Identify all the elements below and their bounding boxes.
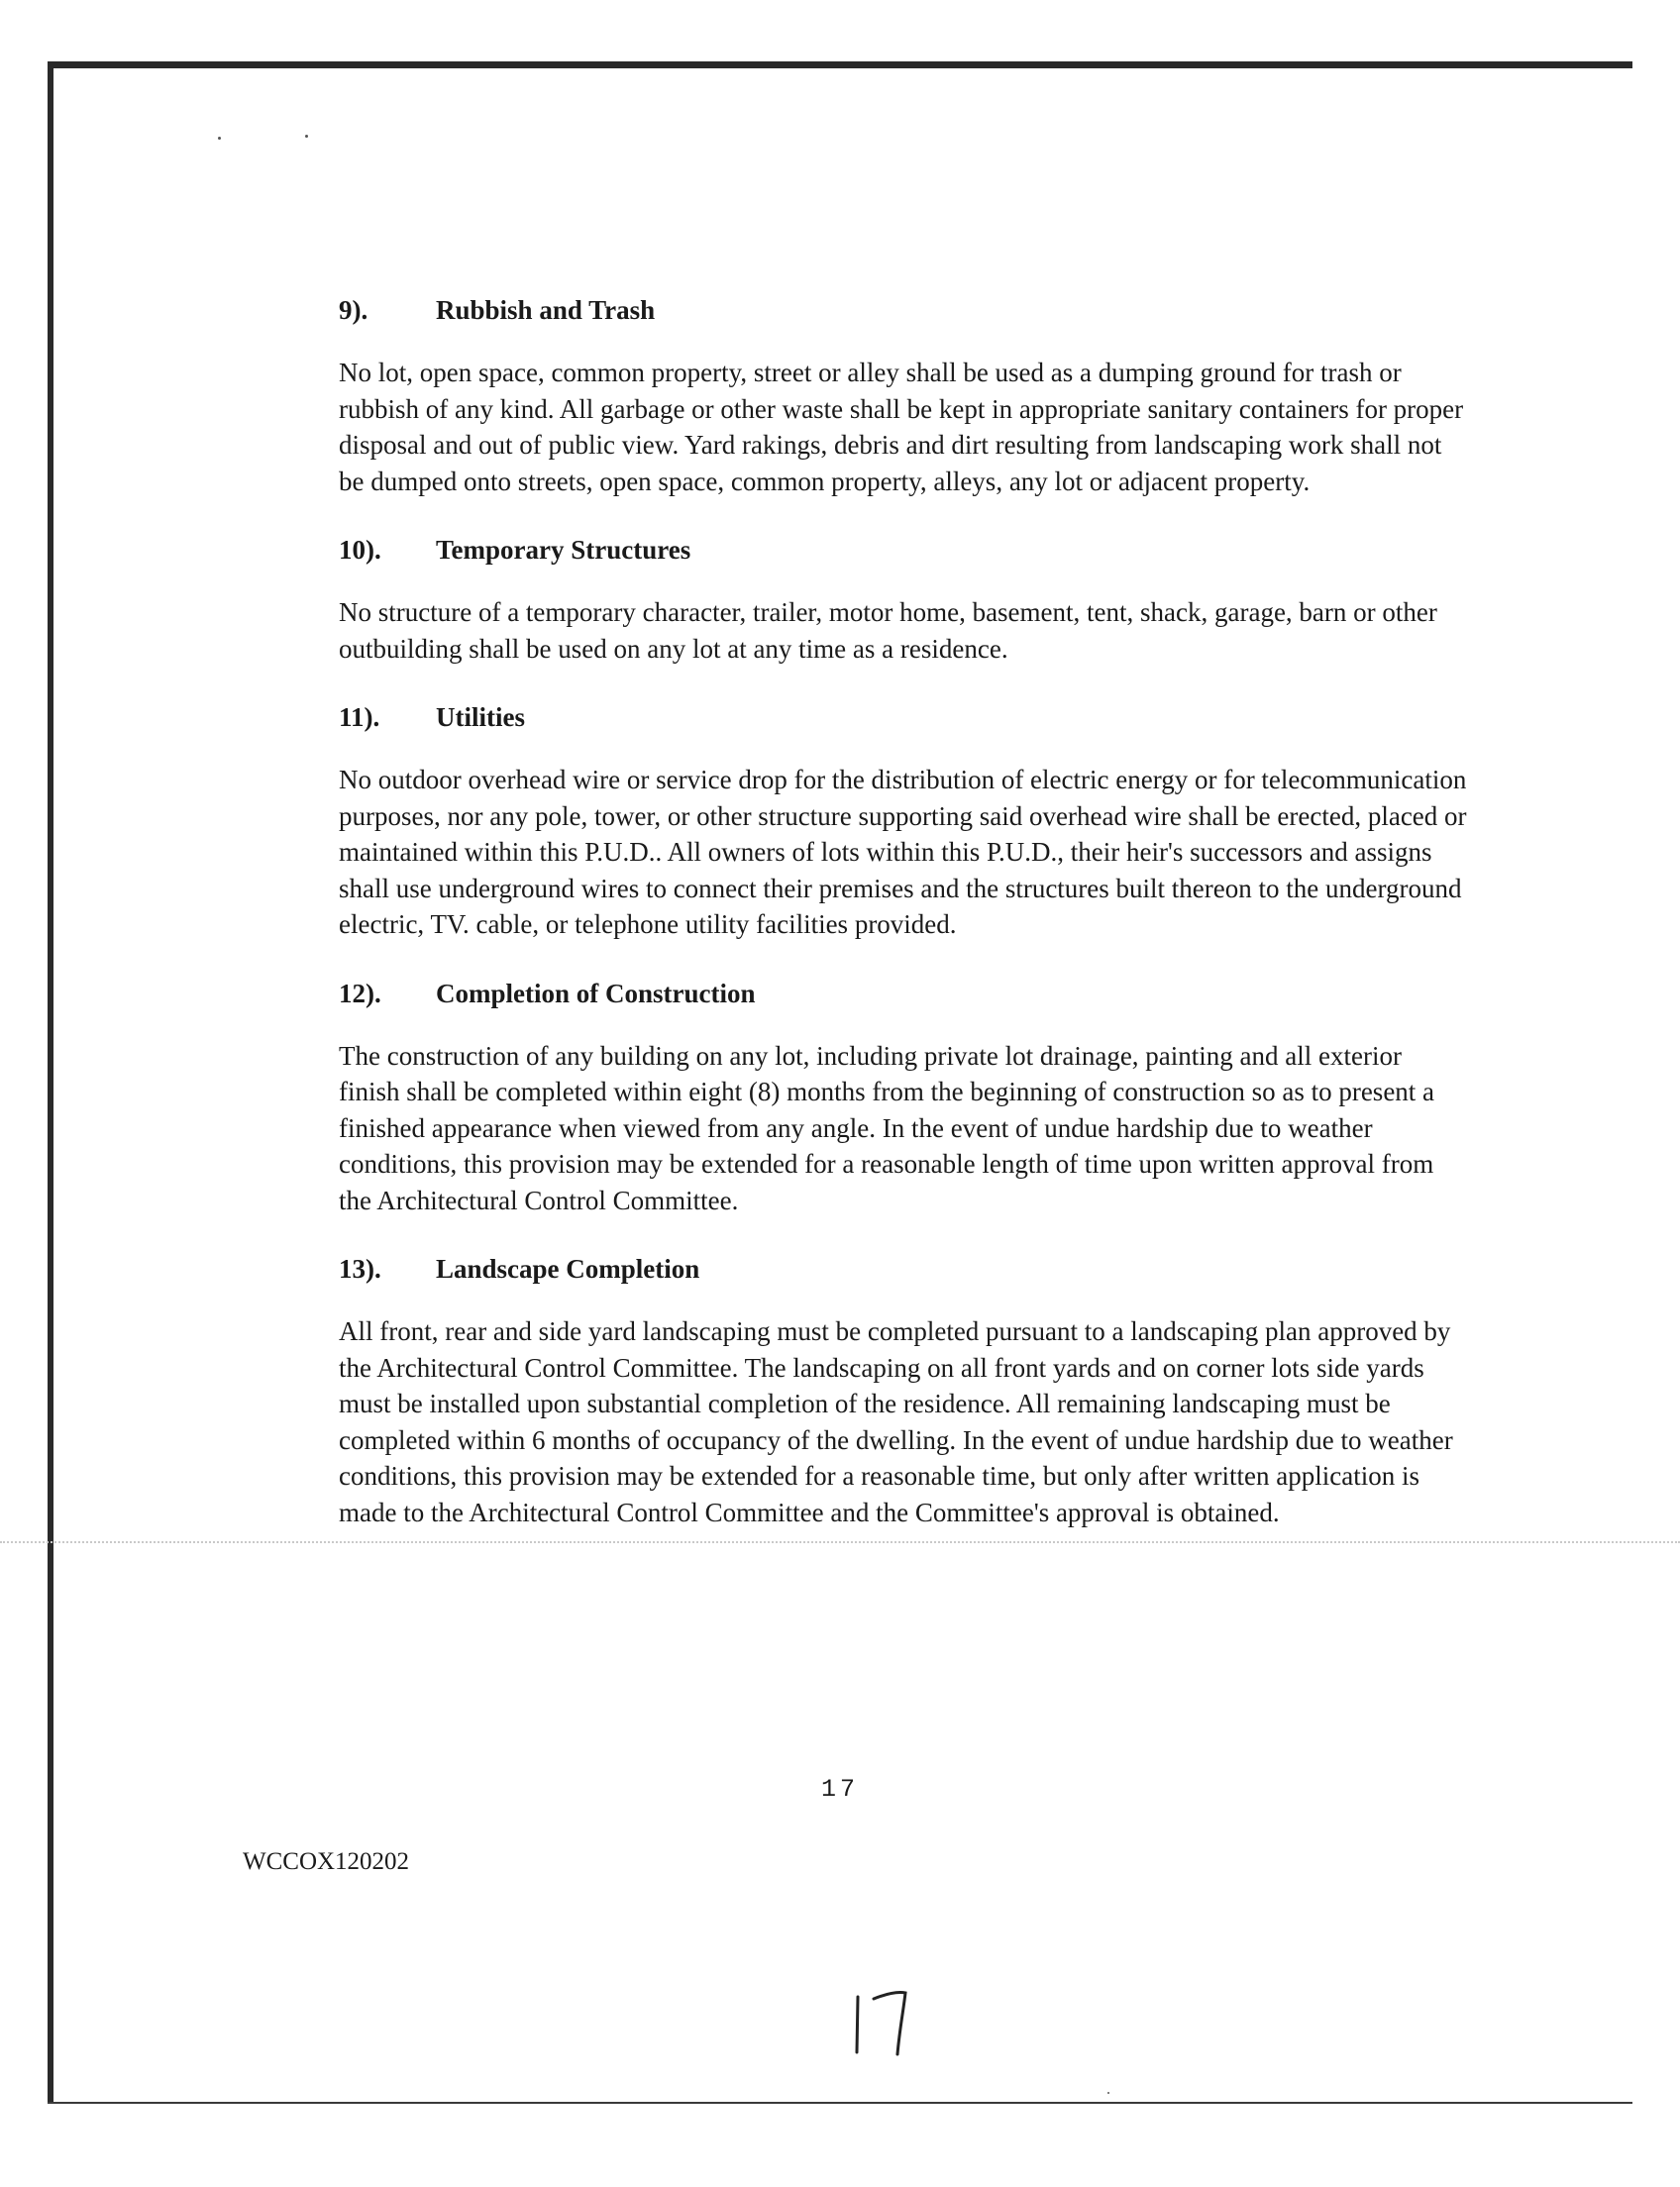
- section-number: 12).: [339, 978, 381, 1008]
- section-completion-of-construction: [339, 977, 1468, 1219]
- section-title: Rubbish and Trash: [436, 295, 656, 325]
- section-body: All front, rear and side yard landscaping must be completed pursuant to a landscaping plan approved by the Architectural Control Committee. The landscaping on all front yards and on corner lots side yards must be installed upon substantial completion of the residence. All remaining landscaping must be completed within 6 months of occupancy of the dwelling. In the event of undue hardship due to weather conditions, this provision may be extended for a reasonable time, but only after written application is made to the Architectural Control Committee and the Committee's approval is obtained.: [339, 1316, 1453, 1527]
- section-heading: [339, 293, 1468, 327]
- section-title: Temporary Structures: [436, 535, 691, 565]
- page-number: 17: [820, 1775, 859, 1804]
- document-body: [339, 293, 1468, 1564]
- scan-speck: [218, 137, 221, 140]
- scan-border-bottom: [48, 2102, 1632, 2104]
- section-temporary-structures: [339, 533, 1468, 667]
- section-utilities: [339, 700, 1468, 943]
- section-rubbish-and-trash: [339, 293, 1468, 499]
- section-title: Completion of Construction: [436, 978, 756, 1008]
- section-heading: [339, 700, 1468, 734]
- section-body: The construction of any building on any lot, including private lot drainage, painting and all exterior finish shall be completed within eight (8) months from the beginning of construction so as to present a finished appearance when viewed from any angle. In the event of undue hardship due to weather conditions, this provision may be extended for a reasonable length of time upon written approval from the Architectural Control Committee.: [339, 1040, 1435, 1215]
- section-body: No lot, open space, common property, street or alley shall be used as a dumping ground for trash or rubbish of any kind. All garbage or other waste shall be kept in appropriate sanitary containers for proper disposal and out of public view. Yard rakings, debris and dirt resulting from landscaping work shall not be dumped onto streets, open space, common property, alleys, any lot or adjacent property.: [339, 358, 1464, 496]
- section-heading: [339, 533, 1468, 567]
- section-body: No structure of a temporary character, trailer, motor home, basement, tent, shack, garage, barn or other outbuilding shall be used on any lot at any time as a residence.: [339, 597, 1437, 664]
- section-number: 11).: [339, 702, 380, 732]
- section-landscape-completion: [339, 1252, 1468, 1530]
- scan-border-top: [48, 61, 1632, 68]
- section-title: Landscape Completion: [436, 1254, 700, 1284]
- document-id: WCCOX120202: [243, 1848, 410, 1875]
- scan-speck: [305, 135, 308, 138]
- section-body: No outdoor overhead wire or service drop for the distribution of electric energy or for telecommunication purposes, nor any pole, tower, or other structure supporting said overhead wire shall be erected, placed or maintained within this P.U.D.. All owners of lots within this P.U.D., their heir's successors and assigns shall use underground wires to connect their premises and the structures built thereon to the underground electric, TV. cable, or telephone utility facilities provided.: [339, 765, 1467, 939]
- section-heading: [339, 1252, 1468, 1286]
- section-title: Utilities: [436, 702, 525, 732]
- section-number: 13).: [339, 1254, 381, 1284]
- handwritten-page-number: [848, 1983, 915, 2058]
- section-number: 9).: [339, 295, 368, 325]
- scan-speck: [1107, 2092, 1109, 2094]
- section-number: 10).: [339, 535, 381, 565]
- section-heading: [339, 977, 1468, 1010]
